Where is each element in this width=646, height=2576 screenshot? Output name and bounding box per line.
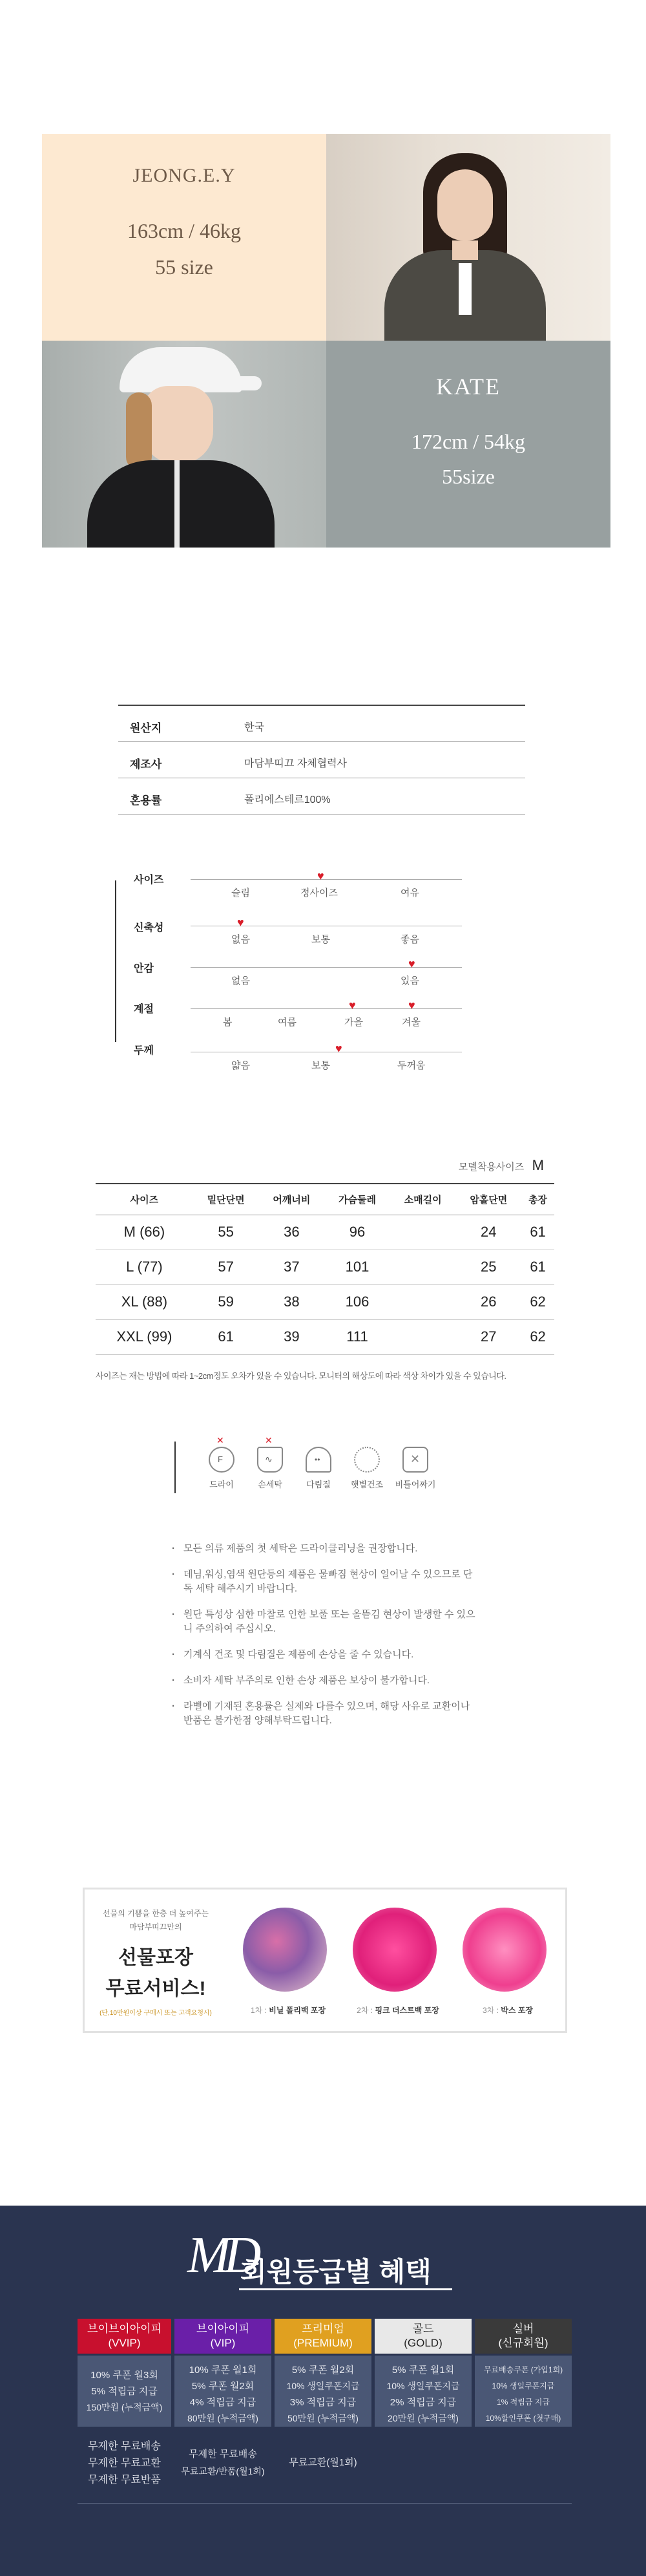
grade-benefits bbox=[375, 2356, 472, 2427]
sun-dry-icon bbox=[354, 1447, 380, 1473]
attr-option: 좋음 bbox=[401, 934, 419, 945]
polybag-image bbox=[243, 1908, 327, 1992]
md-logo: MD bbox=[187, 2227, 255, 2284]
cell: 25 bbox=[455, 1250, 521, 1284]
attr-size-label: 사이즈 bbox=[134, 875, 164, 886]
col-header: 암홀단면 bbox=[455, 1184, 521, 1215]
dustbag-image bbox=[353, 1908, 437, 1992]
extra-benefits-vvip bbox=[78, 2438, 171, 2489]
table-row bbox=[96, 1319, 554, 1354]
cell: 96 bbox=[324, 1215, 390, 1250]
model-measure: 163cm / 46kg bbox=[127, 219, 241, 242]
attr-option-selected: 가을 bbox=[344, 1017, 363, 1028]
membership-section bbox=[0, 2206, 646, 2576]
no-wring-icon: ✕ bbox=[402, 1447, 428, 1473]
grade-name: 골드 bbox=[412, 2323, 434, 2335]
grade-vvip bbox=[78, 2319, 171, 2354]
note-item: · 기계식 건조 및 다림질은 제품에 손상을 줄 수 있습니다. bbox=[169, 1648, 479, 1662]
cell: XL (88) bbox=[96, 1284, 193, 1319]
cell: 111 bbox=[324, 1319, 390, 1354]
attr-line bbox=[191, 879, 462, 880]
col-header: 가슴둘레 bbox=[324, 1184, 390, 1215]
size-table-header bbox=[96, 1184, 554, 1215]
attr-option: 없음 bbox=[231, 975, 250, 986]
attr-option-selected: 있음 bbox=[401, 975, 419, 986]
note-item: · 데님,워싱,염색 원단등의 제품은 물빠짐 현상이 일어날 수 있으므로 단독 세탁 해주시기 바랍니다. bbox=[169, 1568, 479, 1596]
attr-season-label: 계절 bbox=[134, 1004, 154, 1015]
table-row bbox=[96, 1250, 554, 1284]
note-item: · 원단 특성상 심한 마찰로 인한 보풀 또는 올뜯김 현상이 발생할 수 있으니 주의하여 주십시오. bbox=[169, 1608, 479, 1636]
title-underline bbox=[239, 2288, 452, 2290]
info-label: 원산지 bbox=[130, 722, 162, 734]
extra-benefit: 무제한 무료배송 bbox=[189, 2449, 257, 2460]
benefit: 20만원 (누적금액) bbox=[388, 2413, 459, 2423]
grade-sub: (VIP) bbox=[210, 2337, 236, 2349]
cell: 36 bbox=[259, 1215, 325, 1250]
attr-option: 얇음 bbox=[231, 1060, 250, 1071]
info-row-material bbox=[118, 778, 525, 814]
heart-icon: ♥ bbox=[317, 869, 324, 882]
cell: XXL (99) bbox=[96, 1319, 193, 1354]
cell: 61 bbox=[521, 1250, 554, 1284]
attr-option-selected: 없음 bbox=[231, 934, 250, 945]
attr-option-selected: 정사이즈 bbox=[300, 888, 338, 899]
benefit: 무료배송쿠폰 (가입1회) bbox=[483, 2365, 563, 2374]
cell: 27 bbox=[455, 1319, 521, 1354]
benefit: 50만원 (누적금액) bbox=[287, 2413, 359, 2423]
extra-benefits-premium bbox=[275, 2455, 371, 2469]
benefit: 10% 생일쿠폰지급 bbox=[386, 2381, 460, 2391]
extra-benefit: 무료교환/반품(월1회) bbox=[181, 2466, 265, 2476]
cell: 38 bbox=[259, 1284, 325, 1319]
col-header: 밑단단면 bbox=[193, 1184, 259, 1215]
attr-option: 슬림 bbox=[231, 888, 250, 899]
gift-option: 박스 포장 bbox=[501, 2006, 533, 2015]
attr-option-selected: 겨울 bbox=[402, 1017, 421, 1028]
model-size-label: 모델착용사이즈 bbox=[458, 1162, 525, 1173]
cell bbox=[390, 1319, 456, 1354]
cell bbox=[390, 1284, 456, 1319]
cell: M (66) bbox=[96, 1215, 193, 1250]
benefit: 10% 생일쿠폰지급 bbox=[492, 2381, 555, 2390]
cell: 39 bbox=[259, 1319, 325, 1354]
grade-vip bbox=[174, 2319, 271, 2354]
benefit: 5% 쿠폰 월2회 bbox=[191, 2381, 255, 2392]
info-label: 제조사 bbox=[130, 758, 162, 771]
grade-benefits bbox=[275, 2356, 371, 2427]
model-card-2 bbox=[42, 341, 610, 548]
dry-clean-icon: ✕ F bbox=[209, 1447, 234, 1473]
model-name: KATE bbox=[436, 374, 501, 399]
attr-option: 봄 bbox=[223, 1017, 233, 1028]
cell: 106 bbox=[324, 1284, 390, 1319]
info-value: 폴리에스테르100% bbox=[244, 794, 331, 805]
model-info-1 bbox=[42, 134, 326, 341]
attr-option: 두꺼움 bbox=[397, 1060, 426, 1071]
attr-lining-label: 안감 bbox=[134, 963, 154, 974]
care-divider bbox=[174, 1442, 176, 1493]
attribute-divider bbox=[115, 880, 116, 1042]
model-card-1 bbox=[42, 134, 610, 341]
col-header: 총장 bbox=[521, 1184, 554, 1215]
note-item: · 모든 의류 제품의 첫 세탁은 드라이클리닝을 권장합니다. bbox=[169, 1542, 479, 1556]
gift-step: 2차 : bbox=[357, 2006, 373, 2015]
cell: 101 bbox=[324, 1250, 390, 1284]
size-table bbox=[96, 1183, 554, 1355]
iron-icon: •• bbox=[306, 1447, 331, 1473]
attr-option-selected: 보통 bbox=[311, 1060, 330, 1071]
gift-option: 핑크 더스트백 포장 bbox=[375, 2006, 439, 2015]
grade-sub: (PREMIUM) bbox=[293, 2337, 353, 2349]
gift-step: 3차 : bbox=[483, 2006, 499, 2015]
grade-silver bbox=[475, 2319, 572, 2354]
attr-line bbox=[191, 1008, 462, 1009]
model-photo-1 bbox=[326, 134, 610, 341]
model-fit: 55size bbox=[442, 465, 495, 488]
benefit: 5% 쿠폰 월1회 bbox=[391, 2365, 455, 2376]
benefit: 80만원 (누적금액) bbox=[187, 2413, 258, 2423]
benefit: 5% 적립금 지급 bbox=[91, 2386, 158, 2397]
care-handwash bbox=[245, 1435, 295, 1490]
model-name: JEONG.E.Y bbox=[132, 165, 236, 186]
care-label: 손세탁 bbox=[258, 1480, 282, 1489]
cell: 62 bbox=[521, 1319, 554, 1354]
grade-sub: (VVIP) bbox=[108, 2337, 141, 2349]
model-size-value: M bbox=[532, 1157, 544, 1173]
gift-step: 1차 : bbox=[250, 2006, 267, 2015]
grade-benefits bbox=[475, 2356, 572, 2427]
attr-option: 여유 bbox=[401, 888, 419, 899]
grade-name: 브이브이아이피 bbox=[87, 2323, 162, 2335]
cell: 59 bbox=[193, 1284, 259, 1319]
care-label: 비틀어짜기 bbox=[395, 1480, 436, 1489]
grade-sub: (GOLD) bbox=[404, 2337, 443, 2349]
care-label: 드라이 bbox=[209, 1480, 234, 1489]
care-iron bbox=[294, 1447, 343, 1490]
info-label: 혼용률 bbox=[130, 794, 162, 807]
grade-sub: (신규회원) bbox=[498, 2337, 548, 2349]
attr-thickness-label: 두께 bbox=[134, 1045, 154, 1056]
benefit: 10%할인쿠폰 (첫구매) bbox=[485, 2414, 561, 2423]
attr-stretch-label: 신축성 bbox=[134, 922, 164, 933]
grade-benefits bbox=[78, 2356, 171, 2427]
benefit: 10% 쿠폰 월1회 bbox=[189, 2365, 257, 2376]
benefit: 1% 적립금 지급 bbox=[497, 2398, 550, 2407]
benefit: 4% 적립금 지급 bbox=[189, 2397, 256, 2408]
cell: 62 bbox=[521, 1284, 554, 1319]
grade-gold bbox=[375, 2319, 472, 2354]
care-label: 햇볕건조 bbox=[350, 1480, 384, 1489]
cell: 61 bbox=[521, 1215, 554, 1250]
gift-condition: (단,10만원이상 구매시 또는 고객요청시) bbox=[99, 2010, 212, 2017]
attr-line bbox=[191, 967, 462, 968]
care-notes bbox=[169, 1542, 479, 1740]
box-image bbox=[463, 1908, 547, 1992]
heart-icon: ♥ bbox=[349, 999, 356, 1012]
gift-subtitle: 마담부띠끄만의 bbox=[129, 1922, 182, 1932]
col-header: 사이즈 bbox=[96, 1184, 193, 1215]
gift-title: 선물포장 bbox=[118, 1947, 193, 1968]
benefit: 10% 생일쿠폰지급 bbox=[286, 2381, 360, 2391]
extra-benefit: 무제한 무료배송 bbox=[88, 2441, 161, 2452]
info-row-origin bbox=[118, 706, 525, 742]
attr-option: 여름 bbox=[278, 1017, 297, 1028]
heart-icon: ♥ bbox=[408, 999, 415, 1012]
cell: 57 bbox=[193, 1250, 259, 1284]
cell bbox=[390, 1215, 456, 1250]
table-row bbox=[96, 1284, 554, 1319]
cell: 55 bbox=[193, 1215, 259, 1250]
model-measure: 172cm / 54kg bbox=[412, 430, 525, 453]
note-item: · 소비자 세탁 부주의로 인한 손상 제품은 보상이 불가합니다. bbox=[169, 1674, 479, 1688]
benefit: 5% 쿠폰 월2회 bbox=[291, 2365, 355, 2376]
cell: 61 bbox=[193, 1319, 259, 1354]
extra-benefit: 무료교환(월1회) bbox=[289, 2457, 357, 2468]
care-sundry bbox=[342, 1447, 391, 1490]
grade-name: 프리미엄 bbox=[302, 2323, 344, 2335]
grade-name: 브이아이피 bbox=[196, 2323, 250, 2335]
model-fit: 55 size bbox=[155, 255, 213, 279]
note-item: · 라벨에 기재된 혼용률은 실제와 다를수 있으며, 해당 사유로 교환이나 반품은 불가한점 양해부탁드립니다. bbox=[169, 1699, 479, 1728]
heart-icon: ♥ bbox=[335, 1042, 342, 1055]
benefit: 150만원 (누적금액) bbox=[86, 2402, 163, 2412]
hand-wash-icon: ✕ ∿ bbox=[257, 1447, 283, 1473]
membership-title: 회원등급별 혜택 bbox=[240, 2257, 432, 2287]
info-value: 한국 bbox=[244, 722, 264, 733]
gift-subtitle: 선물의 기쁨을 한층 더 높여주는 bbox=[102, 1909, 209, 1918]
care-nowring bbox=[391, 1447, 440, 1490]
cell: 37 bbox=[259, 1250, 325, 1284]
extra-benefit: 무제한 무료반품 bbox=[88, 2475, 161, 2486]
col-header: 어깨너비 bbox=[259, 1184, 325, 1215]
benefit: 3% 적립금 지급 bbox=[289, 2397, 357, 2408]
extra-benefit: 무제한 무료교환 bbox=[88, 2458, 161, 2469]
cell: 26 bbox=[455, 1284, 521, 1319]
heart-icon: ♥ bbox=[408, 957, 415, 970]
model-info-2 bbox=[326, 341, 610, 548]
care-dry bbox=[197, 1435, 246, 1490]
attr-option: 보통 bbox=[311, 934, 330, 945]
grade-name: 실버 bbox=[512, 2323, 534, 2335]
info-row-maker bbox=[118, 742, 525, 778]
gift-option: 비닐 폴리백 포장 bbox=[269, 2006, 326, 2015]
model-photo-2 bbox=[42, 341, 326, 548]
info-value: 마담부띠끄 자체협력사 bbox=[244, 758, 348, 769]
gift-title: 무료서비스! bbox=[105, 1978, 206, 1999]
benefit: 2% 적립금 지급 bbox=[390, 2397, 457, 2408]
gift-wrap-banner bbox=[83, 1888, 567, 2033]
cell: L (77) bbox=[96, 1250, 193, 1284]
heart-icon: ♥ bbox=[237, 916, 244, 929]
model-size-indicator bbox=[459, 1157, 544, 1174]
cell bbox=[390, 1250, 456, 1284]
benefit: 10% 쿠폰 월3회 bbox=[90, 2370, 158, 2381]
size-note: 사이즈는 재는 방법에 따라 1~2cm정도 오차가 있을 수 있습니다. 모니터의 해상도에 따라 색상 차이가 있을 수 있습니다. bbox=[96, 1371, 506, 1381]
cell: 24 bbox=[455, 1215, 521, 1250]
extra-benefits-vip bbox=[174, 2446, 271, 2480]
grade-premium bbox=[275, 2319, 371, 2354]
footer-rule bbox=[78, 2503, 572, 2504]
care-label: 다림질 bbox=[306, 1480, 331, 1489]
table-row bbox=[96, 1215, 554, 1250]
col-header: 소매길이 bbox=[390, 1184, 456, 1215]
grade-benefits bbox=[174, 2356, 271, 2427]
